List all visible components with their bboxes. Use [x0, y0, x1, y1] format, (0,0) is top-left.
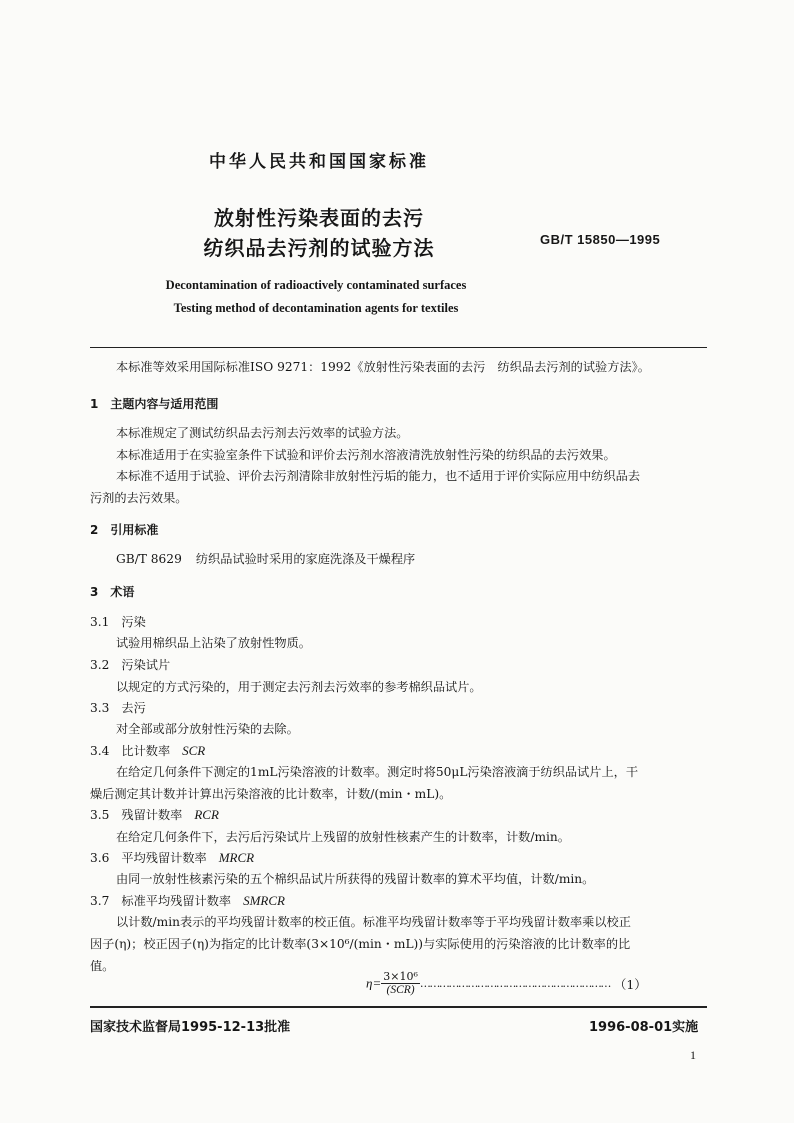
term-number: 3.6 [90, 851, 110, 865]
footer-rule [90, 1006, 707, 1008]
term-3-4-definition-line1: 在给定几何条件下测定的1mL污染溶液的计数率。测定时将50μL污染溶液滴于纺织品试片上，干 [116, 765, 639, 779]
term-3-7-definition-line3: 值。 [90, 959, 115, 973]
term-3-5 [90, 806, 219, 824]
term-3-4 [90, 742, 205, 760]
term-name: 残留计数率 [121, 808, 183, 822]
formula-fraction [381, 970, 420, 997]
section-1-p1: 本标准规定了测试纺织品去污剂去污效率的试验方法。 [116, 426, 409, 440]
term-3-6-definition: 由同一放射性核素污染的五个棉织品试片所获得的残留计数率的算术平均值，计数/min。 [116, 872, 595, 886]
formula-leader: …………………………………………………… [419, 977, 610, 990]
intro-paragraph: 本标准等效采用国际标准ISO 9271：1992《放射性污染表面的去污 纺织品去污剂的试验方法》。 [116, 360, 650, 374]
term-number: 3.1 [90, 615, 110, 629]
effective-date: 1996-08-01实施 [589, 1020, 699, 1035]
term-number: 3.2 [90, 658, 110, 672]
country-standard-title: 中华人民共和国国家标准 [209, 152, 429, 172]
section-3-heading: 3 术语 [90, 585, 135, 599]
header-rule [90, 347, 707, 348]
reference-item [116, 550, 415, 568]
term-name: 标准平均残留计数率 [121, 894, 232, 908]
term-3-7-definition-line1: 以计数/min表示的平均残留计数率的校正值。标准平均残留计数率等于平均残留计数率乘以校正 [116, 915, 631, 929]
term-3-7-definition-line2: 因子(η)；校正因子(η)为指定的比计数率(3×10⁶/(min・mL))与实际使用的污染溶液的比计数率的比 [90, 937, 631, 951]
term-name: 污染试片 [121, 658, 171, 672]
term-3-7 [90, 892, 285, 910]
term-3-2 [90, 656, 170, 674]
reference-title: 纺织品试验时采用的家庭洗涤及干燥程序 [195, 552, 416, 566]
term-3-5-definition: 在给定几何条件下，去污后污染试片上残留的放射性核素产生的计数率，计数/min。 [116, 830, 570, 844]
section-1-heading: 1 主题内容与适用范围 [90, 397, 219, 411]
section-1-p2: 本标准适用于在实验室条件下试验和评价去污剂水溶液清洗放射性污染的纺织品的去污效果。 [116, 448, 616, 462]
term-number: 3.3 [90, 701, 110, 715]
formula-numerator: 3×10⁶ [383, 970, 418, 983]
page-number: 1 [690, 1048, 696, 1062]
term-abbreviation: MRCR [218, 850, 255, 865]
term-number: 3.7 [90, 894, 110, 908]
formula-denominator: (SCR) [386, 984, 415, 996]
title-en-line2: Testing method of decontamination agents for textiles [173, 301, 459, 315]
title-cn-line1: 放射性污染表面的去污 [214, 206, 424, 230]
term-name: 污染 [121, 615, 146, 629]
reference-code: GB/T 8629 [116, 552, 182, 566]
term-abbreviation: SCR [182, 743, 206, 758]
term-name: 去污 [121, 701, 146, 715]
term-3-4-definition-line2: 燥后测定其计数并计算出污染溶液的比计数率，计数/(min・mL)。 [90, 787, 452, 801]
section-2-heading: 2 引用标准 [90, 523, 159, 537]
section-1-p3-line2: 污剂的去污效果。 [90, 491, 188, 505]
standard-number: GB/T 15850—1995 [540, 232, 661, 247]
issue-date: 国家技术监督局1995-12-13批准 [90, 1020, 291, 1035]
formula-1 [366, 970, 647, 997]
term-name: 平均残留计数率 [121, 851, 207, 865]
term-3-1 [90, 613, 146, 631]
term-3-1-definition: 试验用棉织品上沾染了放射性物质。 [116, 636, 311, 650]
term-number: 3.5 [90, 808, 110, 822]
equation-number: （1） [613, 976, 647, 992]
term-abbreviation: SMRCR [243, 893, 285, 908]
title-en-line1: Decontamination of radioactively contaminated surfaces [165, 278, 467, 292]
title-cn-line2: 纺织品去污剂的试验方法 [203, 236, 435, 260]
section-1-p3-line1: 本标准不适用于试验、评价去污剂清除非放射性污垢的能力，也不适用于评价实际应用中纺织品去 [116, 469, 641, 483]
term-name: 比计数率 [121, 744, 171, 758]
term-3-3 [90, 699, 146, 717]
term-abbreviation: RCR [194, 807, 219, 822]
term-3-3-definition: 对全部或部分放射性污染的去除。 [116, 722, 299, 736]
term-3-2-definition: 以规定的方式污染的，用于测定去污剂去污效率的参考棉织品试片。 [116, 680, 482, 694]
term-3-6 [90, 849, 254, 867]
formula-lhs: η= [366, 975, 382, 991]
term-number: 3.4 [90, 744, 110, 758]
